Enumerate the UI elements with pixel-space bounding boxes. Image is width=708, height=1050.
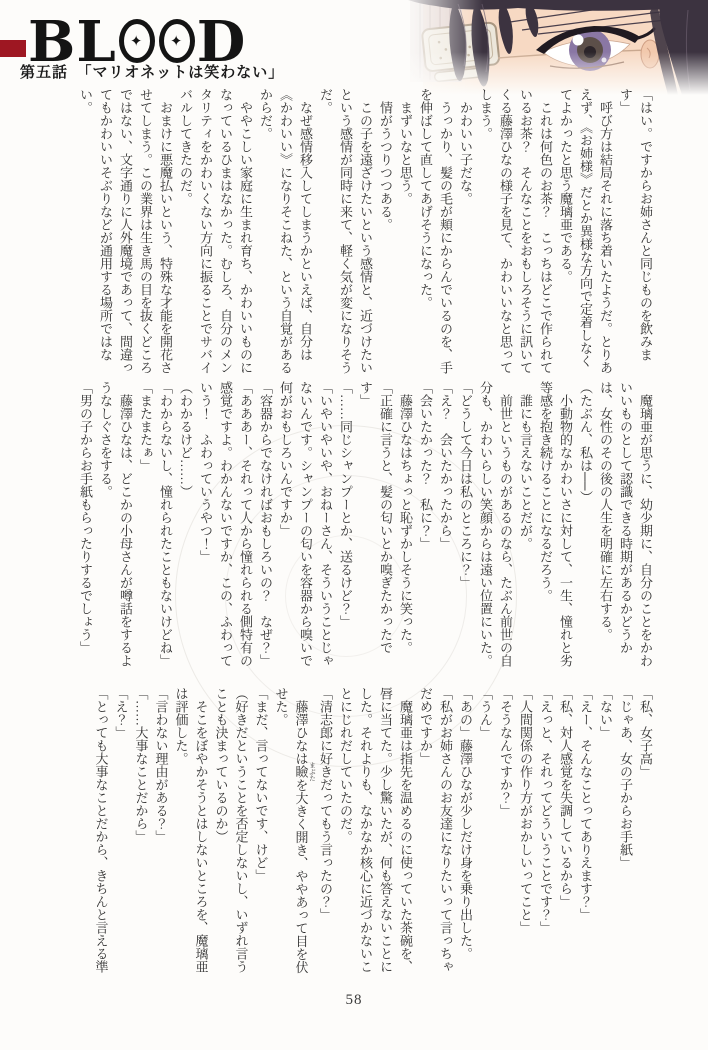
star-icon: ✦ bbox=[129, 31, 144, 50]
paragraph: まずいなと思う。 bbox=[398, 88, 413, 205]
paragraph: 「じゃあ、女の子からお手紙」 bbox=[618, 687, 633, 869]
paragraph: （好きだということを否定しないし、いずれ言うことも決まっているのか） bbox=[213, 687, 249, 973]
star-icon: ✦ bbox=[169, 31, 184, 50]
paragraph: 「いやいやいや、おねーさん、そういうことじゃないんです。シャンプーの匂いを容器から嗅いで何がおもしろいんですか」 bbox=[278, 381, 333, 667]
character-eye-illustration bbox=[398, 0, 708, 95]
paragraph: 「あの」藤澤ひなが少しだけ身を乗り出した。「私がお姉さんのお友達になりたいって言っちゃだめですか」 bbox=[418, 687, 473, 973]
paragraph: 「言わない理由がある？」 bbox=[153, 687, 169, 843]
paragraph: おまけに悪魔払いという、特殊な才能を開花させてしまう。この業界は生き馬の目を抜くどころではない、文字通りに人外魔境であって、間違ってもかわいいそぶりなどが通用する場所ではない。 bbox=[78, 88, 173, 374]
paragraph: 「とっても大事なことだから、きちんと言える準 bbox=[93, 687, 109, 973]
paragraph: 前世というものがあるのなら、たぶん前世の自分も、かわいらしい笑顔からは遠い位置にいた。 bbox=[478, 381, 513, 667]
paragraph: 「私、女子高」 bbox=[638, 687, 653, 778]
paragraph: 「会いたかった？ 私に？」 bbox=[418, 381, 433, 550]
paragraph: 「清志郎に好きだってもう言ったの？」 bbox=[318, 687, 333, 921]
paragraph: この子を遠ざけたいという感情と、近づけたいという感情が同時に来て、軽く気が変になりそうだ。 bbox=[318, 88, 373, 374]
paragraph: 「え？ 会いたかったから」 bbox=[438, 381, 453, 550]
paragraph: 誰にも言えないことだが。 bbox=[518, 381, 533, 550]
paragraph: 「はい。ですからお姉さんと同じものを飲みます」 bbox=[618, 88, 653, 361]
paragraph: 藤澤ひなは瞼 まぶたを大きく開き、ややあって目を伏せた。 bbox=[273, 687, 315, 974]
paragraph: 「またまたぁ」 bbox=[138, 381, 153, 472]
paragraph: 「まだ、言ってないです、けど」 bbox=[253, 687, 269, 882]
paragraph: 「……同じシャンプーとか、送るけど？」 bbox=[338, 381, 353, 628]
paragraph: 「容器からでなければおもしろいの？ なぜ？」 bbox=[258, 381, 273, 667]
paragraph: 「えっと、それってどういうことです？」 bbox=[538, 687, 553, 934]
paragraph: 「私、対人感覚を失調しているから」 bbox=[558, 687, 573, 908]
red-accent-block bbox=[0, 40, 26, 57]
paragraph: 「男の子からお手紙もらったりするでしょう」 bbox=[78, 381, 93, 654]
paragraph: 「……大事なことだから」 bbox=[133, 687, 149, 843]
logo-o-ornament bbox=[159, 19, 195, 63]
paragraph: 「あああー、それって人から憧れられる側特有の感覚ですよ。わかんないですか、この、ふわっていう！ ふわっていうやつ！」 bbox=[198, 381, 253, 667]
paragraph: そこをぼやかそうとはしないところを、魔璃亜は評価した。 bbox=[173, 687, 209, 973]
paragraph: うっかり、髪の毛が頬にからんでいるのを、手を伸ばして直してあげそうになった。 bbox=[418, 88, 453, 374]
paragraph: 「え？」 bbox=[113, 687, 129, 739]
paragraph: 「わからないし、憧れられたこともないけどね」 bbox=[158, 381, 173, 667]
logo-o-ornament bbox=[119, 19, 155, 63]
paragraph: 「うん」 bbox=[478, 687, 493, 739]
text-band-bottom bbox=[56, 687, 655, 979]
paragraph: かわいい子だな。 bbox=[458, 88, 473, 205]
paragraph: 「どうして今日は私のところに？」 bbox=[458, 381, 473, 589]
paragraph: 「そうなんですか？」 bbox=[498, 687, 513, 817]
paragraph: 藤澤ひなは、どこかの小母さんが噂話をするようなしぐさをする。 bbox=[98, 381, 133, 667]
paragraph: 「人間関係の作り方がおかしいってこと」 bbox=[518, 687, 533, 934]
text-band-top bbox=[56, 88, 655, 380]
paragraph: 藤澤ひなはちょっと恥ずかしそうに笑った。「正確に言うと、髪の匂いとか嗅ぎたかったです」 bbox=[358, 381, 413, 654]
page-number: 58 bbox=[345, 992, 363, 1008]
paragraph: 「えー、そんなことってありえます？」 bbox=[578, 687, 593, 921]
paragraph: 呼び方は結局それに落ち着いたようだ。とりあえず、《お姉様》だとか異様な方向で定着しなくてよかったと思う魔璃亜である。 bbox=[558, 88, 613, 374]
logo-text-bl: BL bbox=[28, 9, 117, 75]
paragraph: ややこしい家庭に生まれ育ち、かわいいものになっているひまはなかった。むしろ、自分のメンタリティをかわいくない方向に振ることでサバイバルしてきたのだ。 bbox=[178, 88, 253, 374]
paragraph: 「ない」 bbox=[598, 687, 613, 739]
paragraph: 小動物的なかわいさに対して、一生、憧れと劣等感を抱き続けることになるだろう。 bbox=[538, 381, 573, 667]
paragraph: 魔璃亜は指先を温めるのに使っていた茶碗を、唇に当てた。少し驚いたが、何も答えないことにした。それよりも、なかなか核心に近づかないことにじれだしていたのだ。 bbox=[338, 687, 413, 973]
logo-text-d: D bbox=[196, 9, 247, 75]
paragraph: 情がうつりつつある。 bbox=[378, 88, 393, 231]
paragraph: なぜ感情移入してしまうかといえば、自分は《かわいい》になりそこねた、という自覚があるからだ。 bbox=[258, 88, 313, 374]
paragraph: 魔璃亜が思うに、幼少期に、自分のことをかわいいものとして認識できる時期があるかどうかは、女性のその後の人生を明確に左右する。 bbox=[598, 381, 653, 667]
paragraph: （たぶん、私は──） bbox=[578, 381, 593, 504]
paragraph: これは何色のお茶？ こっちはどこで作られているお茶？ そんなことをおもしろそうに訊いてくる藤澤ひなの様子を見て、かわいいなと思ってしまう。 bbox=[478, 88, 553, 374]
paragraph: （わかるけど……） bbox=[178, 381, 193, 498]
episode-title: 第五話 「マリオネットは笑わない」 bbox=[20, 65, 285, 81]
text-band-middle bbox=[56, 381, 655, 673]
